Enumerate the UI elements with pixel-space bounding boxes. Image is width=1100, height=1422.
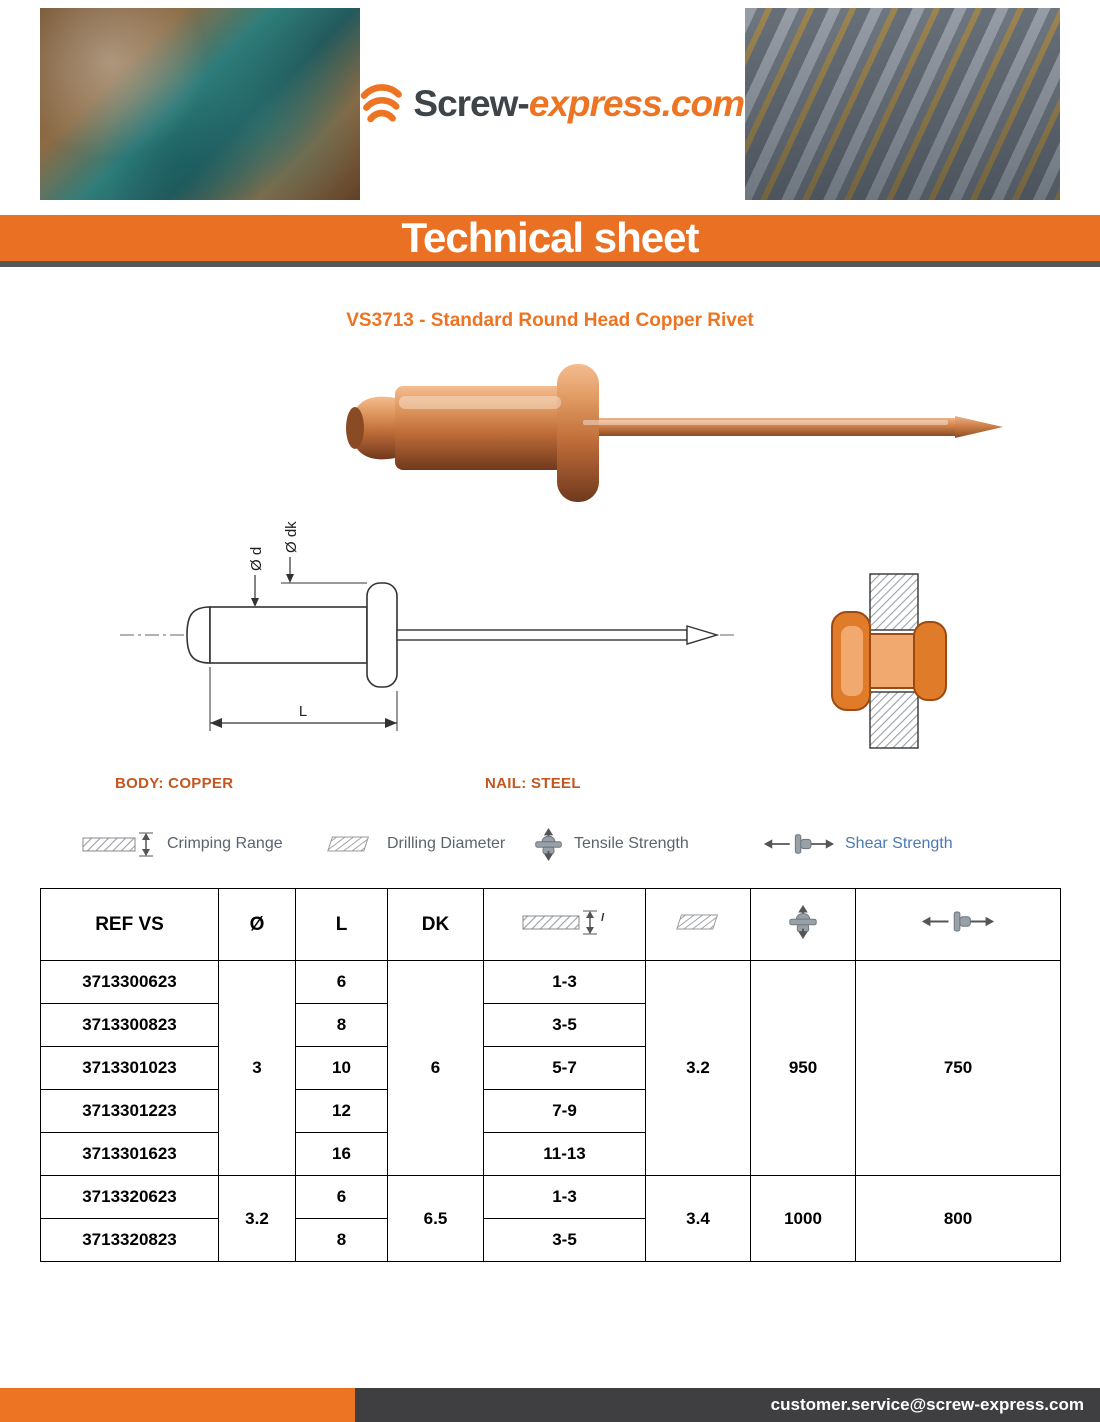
brand-suffix: express.com: [528, 83, 744, 124]
cell-l: 6: [296, 961, 388, 1004]
brand-logo: [358, 56, 744, 152]
col-header-shear: [856, 889, 1061, 961]
brand-prefix: Screw-: [413, 83, 529, 124]
screws-photo: [745, 8, 1060, 200]
legend-shear: [762, 824, 953, 864]
legend-crimping-label: Crimping Range: [167, 835, 283, 852]
legend-shear-label: Shear Strength: [845, 835, 953, 852]
tensile-strength-icon: [786, 903, 820, 941]
cell-crimp: 1-3: [484, 961, 646, 1004]
footer-contact-bar: [355, 1388, 1100, 1422]
technical-drawing: [105, 495, 745, 765]
crimping-range-icon: [82, 830, 158, 858]
col-header-diameter: Ø: [219, 889, 296, 961]
drilling-diameter-icon: [320, 832, 378, 856]
col-header-crimping: [484, 889, 646, 961]
cell-crimp: 7-9: [484, 1090, 646, 1133]
tensile-strength-icon: [532, 826, 565, 863]
cell-crimp: 1-3: [484, 1176, 646, 1219]
cell-drill: 3.4: [646, 1176, 751, 1262]
cell-l: 16: [296, 1133, 388, 1176]
diagram-label-dk: Ø dk: [283, 521, 300, 553]
cell-ref: 3713301023: [41, 1047, 219, 1090]
legend-tensile-label: Tensile Strength: [574, 835, 689, 852]
cell-l: 12: [296, 1090, 388, 1133]
shear-strength-icon: [762, 832, 836, 856]
spec-table: [40, 888, 1061, 1262]
cell-dk: 6: [388, 961, 484, 1176]
cell-ref: 3713320623: [41, 1176, 219, 1219]
drilling-diameter-icon: [669, 910, 727, 934]
legend-drilling-label: Drilling Diameter: [387, 835, 506, 852]
cell-l: 8: [296, 1219, 388, 1262]
swoosh-icon: [358, 69, 403, 139]
workbench-photo: [40, 8, 360, 200]
cell-crimp: 3-5: [484, 1004, 646, 1047]
page-title: VS3713 - Standard Round Head Copper Rivet: [346, 310, 754, 331]
banner-title: Technical sheet: [401, 214, 699, 261]
crimp-note: l: [600, 911, 604, 924]
footer-accent-bar: [0, 1388, 355, 1422]
cell-l: 6: [296, 1176, 388, 1219]
cell-l: 10: [296, 1047, 388, 1090]
nail-material-label: NAIL: STEEL: [485, 775, 581, 792]
col-header-ref: REF VS: [41, 889, 219, 961]
diagram-label-l: L: [298, 703, 308, 720]
body-material-label: BODY: COPPER: [115, 775, 234, 792]
banner: [0, 215, 1100, 267]
cross-section-illustration: [822, 572, 954, 750]
footer: [0, 1388, 1100, 1422]
cell-ref: 3713320823: [41, 1219, 219, 1262]
cell-crimp: 11-13: [484, 1133, 646, 1176]
cell-diameter: 3: [219, 961, 296, 1176]
legend-drilling: [320, 824, 505, 864]
cell-ref: 3713301623: [41, 1133, 219, 1176]
brand-name: [413, 83, 744, 125]
cell-tensile: 1000: [751, 1176, 856, 1262]
col-header-l: L: [296, 889, 388, 961]
table-row: [41, 1176, 1061, 1219]
col-header-tensile: [751, 889, 856, 961]
diagram-label-d: Ø d: [248, 546, 265, 571]
footer-email: customer.service@screw-express.com: [770, 1395, 1084, 1414]
cell-ref: 3713301223: [41, 1090, 219, 1133]
col-header-dk: DK: [388, 889, 484, 961]
cell-crimp: 3-5: [484, 1219, 646, 1262]
crimping-range-icon: [519, 907, 611, 937]
cell-diameter: 3.2: [219, 1176, 296, 1262]
cell-shear: 800: [856, 1176, 1061, 1262]
table-row: [41, 961, 1061, 1004]
cell-dk: 6.5: [388, 1176, 484, 1262]
cell-l: 8: [296, 1004, 388, 1047]
legend-crimping: [82, 824, 283, 864]
table-header-row: [41, 889, 1061, 961]
shear-strength-icon: [920, 909, 996, 934]
cell-shear: 750: [856, 961, 1061, 1176]
cell-ref: 3713300823: [41, 1004, 219, 1047]
cell-crimp: 5-7: [484, 1047, 646, 1090]
cell-tensile: 950: [751, 961, 856, 1176]
rivet-photo: [295, 358, 1025, 508]
legend-tensile: [532, 824, 689, 864]
cell-drill: 3.2: [646, 961, 751, 1176]
col-header-drilling: [646, 889, 751, 961]
cell-ref: 3713300623: [41, 961, 219, 1004]
